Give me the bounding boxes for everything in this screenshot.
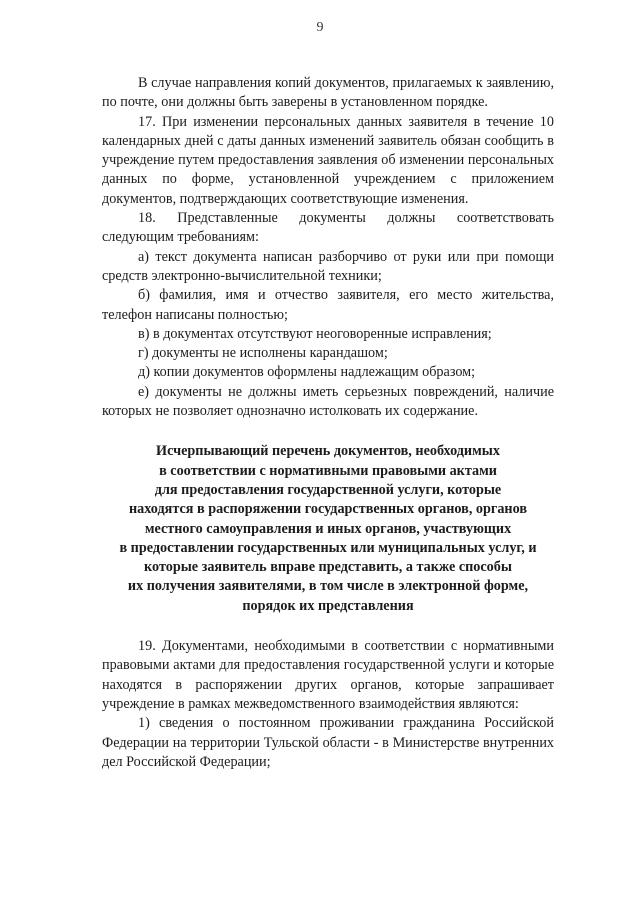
heading-line: в предоставлении государственных или муниципальных услуг, и bbox=[119, 539, 537, 556]
paragraph-17: 17. При изменении персональных данных заявителя в течение 10 календарных дней с даты данных изменений заявитель обязан сообщить в учреждение путем предоставления заявления об изменении персональных данных по форме, установленной учреждением с приложением документов, подтверждающих соответствующие изменения. bbox=[102, 113, 554, 207]
list-item-a: а) текст документа написан разборчиво от руки или при помощи средств электронно-вычислительной техники; bbox=[102, 248, 554, 284]
section-heading bbox=[102, 442, 554, 616]
heading-line: Исчерпывающий перечень документов, необходимых bbox=[156, 443, 500, 460]
page-number: 9 bbox=[316, 20, 324, 35]
list-item-v: в) в документах отсутствуют неоговоренные исправления; bbox=[138, 325, 492, 342]
heading-line: в соответствии с нормативными правовыми актами bbox=[159, 462, 497, 479]
heading-line: их получения заявителями, в том числе в электронной форме, bbox=[127, 578, 529, 595]
list-item-1: 1) сведения о постоянном проживании гражданина Российской Федерации на территории Тульской области - в Министерстве внутренних дел Российской Федерации; bbox=[102, 715, 554, 770]
heading-line: находятся в распоряжении государственных органов, органов bbox=[128, 501, 528, 518]
section-top bbox=[102, 74, 554, 421]
section-bottom bbox=[102, 637, 554, 772]
list-item-e: е) документы не должны иметь серьезных повреждений, наличие которых не позволяет однозначно истолковать их содержание. bbox=[102, 383, 554, 420]
list-item-b: б) фамилия, имя и отчество заявителя, его место жительства, телефон написаны полностью; bbox=[102, 287, 554, 323]
heading-line: для предоставления государственной услуги, которые bbox=[154, 481, 502, 498]
list-item-g: г) документы не исполнены карандашом; bbox=[138, 345, 388, 362]
paragraph-18: 18. Представленные документы должны соответствовать следующим требованиям: bbox=[102, 210, 554, 246]
heading-line: местного самоуправления и иных органов, участвующих bbox=[144, 520, 512, 537]
heading-line: порядок их представления bbox=[242, 597, 414, 614]
list-item-d: д) копии документов оформлены надлежащим образом; bbox=[138, 364, 476, 381]
document-body bbox=[102, 74, 554, 772]
paragraph-copies-by-mail: В случае направления копий документов, прилагаемых к заявлению, по почте, они должны быть заверены в установленном порядке. bbox=[102, 75, 554, 111]
heading-line: которые заявитель вправе представить, а также способы bbox=[144, 559, 512, 576]
paragraph-19: 19. Документами, необходимыми в соответствии с нормативными правовыми актами для предоставления государственной услуги и которые находятся в распоряжении других органов, которые запрашивает учреждение в рамках межведомственного взаимодействия являются: bbox=[102, 638, 554, 712]
